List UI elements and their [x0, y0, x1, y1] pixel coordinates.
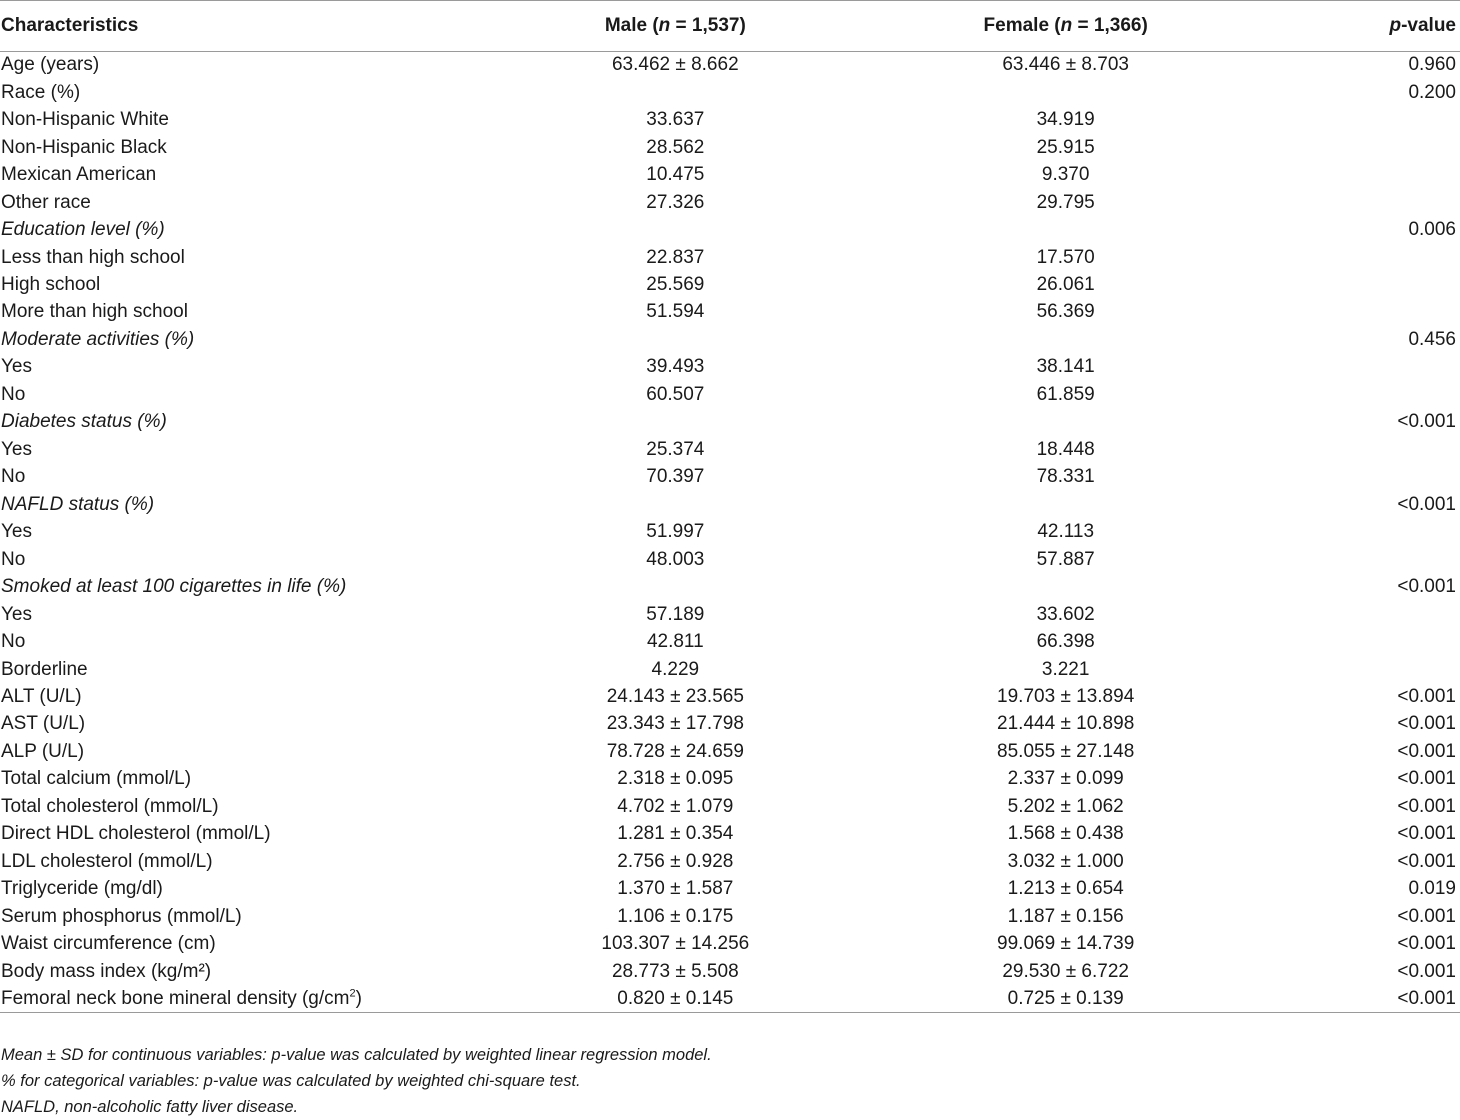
male-value: [470, 216, 880, 243]
table-row: [0, 518, 1460, 545]
p-value: [1251, 106, 1460, 133]
p-value: 0.006: [1408, 219, 1456, 241]
female-value: 17.570: [1036, 246, 1095, 268]
row-label: No: [1, 548, 26, 570]
p-value: <0.001: [1251, 985, 1460, 1012]
row-label: Non-Hispanic Black: [1, 136, 167, 158]
female-value: 33.602: [1036, 603, 1095, 625]
row-label: Yes: [1, 438, 32, 460]
male-value: 10.475: [646, 164, 705, 186]
female-value: 56.369: [1036, 301, 1095, 323]
table-row: [0, 354, 1460, 381]
male-value: 1.370 ± 1.587: [617, 878, 734, 900]
p-value: [1251, 546, 1460, 573]
table-row: [0, 491, 1460, 518]
row-label: Education level (%): [1, 219, 165, 241]
table-row: [0, 793, 1460, 820]
p-value: [1251, 628, 1460, 655]
table-row: [0, 573, 1460, 600]
footnote-continuous: Mean ± SD for continuous variables: p-value was calculated by weighted linear regression model.: [1, 1046, 712, 1064]
female-value: 9.370: [1041, 164, 1090, 186]
row-label: No: [1, 466, 26, 488]
female-value: 99.069 ± 14.739: [997, 933, 1135, 955]
header-characteristics: Characteristics: [0, 1, 470, 52]
p-value: <0.001: [1397, 795, 1456, 817]
row-label: Body mass index (kg/m²): [1, 960, 212, 982]
table-row: [0, 244, 1460, 271]
row-label: Non-Hispanic White: [1, 109, 169, 131]
p-value: [1251, 189, 1460, 216]
p-value: [1251, 134, 1460, 161]
row-label: Total calcium (mmol/L): [1, 768, 192, 790]
table-row: [0, 738, 1460, 765]
table-row: [0, 903, 1460, 930]
p-value: [1251, 299, 1460, 326]
footnote-nafld: NAFLD, non-alcoholic fatty liver disease.: [1, 1098, 299, 1116]
row-label: Direct HDL cholesterol (mmol/L): [1, 823, 271, 845]
male-value: 78.728 ± 24.659: [606, 740, 744, 762]
male-value: 70.397: [646, 466, 705, 488]
male-value: [470, 79, 880, 106]
table-row: [0, 876, 1460, 903]
male-value: 0.820 ± 0.145: [470, 985, 880, 1012]
female-value: 3.032 ± 1.000: [1007, 850, 1124, 872]
row-label: Mexican American: [1, 164, 157, 186]
table-row: [0, 821, 1460, 848]
male-value: 28.562: [646, 136, 705, 158]
female-value: 26.061: [1036, 273, 1095, 295]
row-label: Other race: [1, 191, 91, 213]
row-label: Femoral neck bone mineral density $(g/cm^2)$: [0, 985, 470, 1012]
p-value: <0.001: [1397, 823, 1456, 845]
female-value: [880, 216, 1251, 243]
table-footnotes: [1, 1042, 712, 1120]
male-value: 2.756 ± 0.928: [617, 850, 734, 872]
male-value: 39.493: [646, 356, 705, 378]
male-value: [470, 326, 880, 353]
row-label: Yes: [1, 521, 32, 543]
table-row: [0, 134, 1460, 161]
p-value: <0.001: [1397, 713, 1456, 735]
female-value: [880, 573, 1251, 600]
table-body: [0, 52, 1460, 1013]
female-value: 25.915: [1036, 136, 1095, 158]
row-label: Waist circumference (cm): [1, 933, 216, 955]
female-value: 18.448: [1036, 438, 1095, 460]
table-row: [0, 656, 1460, 683]
p-value: <0.001: [1397, 933, 1456, 955]
row-label: Age (years): [1, 54, 100, 76]
row-label: Smoked at least 100 cigarettes in life (%): [1, 576, 347, 598]
row-label: LDL cholesterol (mmol/L): [1, 850, 213, 872]
row-label: Borderline: [1, 658, 88, 680]
male-value: 60.507: [646, 383, 705, 405]
row-label: Race (%): [1, 81, 81, 103]
table-row: [0, 958, 1460, 985]
header-male: Male (n = 1,537): [470, 1, 880, 52]
table-row: [0, 766, 1460, 793]
male-value: 63.462 ± 8.662: [611, 54, 739, 76]
male-value: 48.003: [646, 548, 705, 570]
female-value: [880, 409, 1251, 436]
p-value: <0.001: [1397, 576, 1456, 598]
p-value: [1251, 244, 1460, 271]
male-value: [470, 409, 880, 436]
p-value: <0.001: [1397, 768, 1456, 790]
male-value: [470, 491, 880, 518]
male-value: 23.343 ± 17.798: [606, 713, 744, 735]
row-label: Yes: [1, 603, 32, 625]
male-value: [470, 573, 880, 600]
table-row: [0, 189, 1460, 216]
table-row: [0, 161, 1460, 188]
table-row: [0, 464, 1460, 491]
p-value: <0.001: [1397, 850, 1456, 872]
p-value: [1251, 381, 1460, 408]
header-pvalue: p-value: [1251, 1, 1460, 52]
male-value: 1.106 ± 0.175: [617, 905, 734, 927]
female-value: 1.187 ± 0.156: [1007, 905, 1124, 927]
row-label: No: [1, 631, 26, 653]
female-value: 0.725 ± 0.139: [880, 985, 1251, 1012]
p-value: 0.019: [1408, 878, 1456, 900]
male-value: 25.569: [646, 273, 705, 295]
table-row: [0, 436, 1460, 463]
row-label: Serum phosphorus (mmol/L): [1, 905, 242, 927]
p-value: 0.456: [1408, 328, 1456, 350]
table-row: [0, 52, 1460, 79]
male-value: 4.229: [651, 658, 700, 680]
female-value: [880, 491, 1251, 518]
table-row: [0, 848, 1460, 875]
p-value: <0.001: [1397, 905, 1456, 927]
p-value: <0.001: [1397, 960, 1456, 982]
table-row: [0, 683, 1460, 710]
row-label: High school: [1, 273, 101, 295]
male-value: 1.281 ± 0.354: [617, 823, 734, 845]
female-value: 57.887: [1036, 548, 1095, 570]
p-value: <0.001: [1397, 411, 1456, 433]
row-label: Less than high school: [1, 246, 185, 268]
p-value: [1251, 464, 1460, 491]
female-value: 5.202 ± 1.062: [1007, 795, 1124, 817]
table-row: [0, 271, 1460, 298]
male-value: 22.837: [646, 246, 705, 268]
p-value: [1251, 436, 1460, 463]
table-row: [0, 628, 1460, 655]
row-label: Triglyceride (mg/dl): [1, 878, 163, 900]
male-value: 42.811: [646, 631, 704, 653]
row-label: Moderate activities (%): [1, 328, 195, 350]
female-value: 1.568 ± 0.438: [1007, 823, 1124, 845]
male-value: 57.189: [646, 603, 705, 625]
table-row: [0, 409, 1460, 436]
male-value: 4.702 ± 1.079: [617, 795, 734, 817]
male-value: 33.637: [646, 109, 705, 131]
female-value: 85.055 ± 27.148: [997, 740, 1135, 762]
p-value: [1251, 518, 1460, 545]
row-label: NAFLD status (%): [1, 493, 155, 515]
footnote-categorical: % for categorical variables: p-value was calculated by weighted chi-square test.: [1, 1072, 581, 1090]
female-value: 2.337 ± 0.099: [1007, 768, 1124, 790]
row-label: ALT (U/L): [1, 686, 82, 708]
p-value: [1251, 601, 1460, 628]
table-row: [0, 601, 1460, 628]
p-value: <0.001: [1397, 740, 1456, 762]
female-value: 1.213 ± 0.654: [1007, 878, 1124, 900]
female-value: 66.398: [1036, 631, 1095, 653]
female-value: 21.444 ± 10.898: [997, 713, 1135, 735]
p-value: <0.001: [1397, 686, 1456, 708]
female-value: [880, 326, 1251, 353]
female-value: 34.919: [1036, 109, 1095, 131]
female-value: 42.113: [1037, 521, 1095, 543]
p-value: [1251, 271, 1460, 298]
female-value: 38.141: [1036, 356, 1095, 378]
table-row: [0, 216, 1460, 243]
male-value: 51.594: [646, 301, 705, 323]
female-value: [880, 79, 1251, 106]
male-value: 51.997: [646, 521, 705, 543]
table-row: [0, 711, 1460, 738]
female-value: 63.446 ± 8.703: [1002, 54, 1129, 76]
male-value: 25.374: [646, 438, 705, 460]
p-value: 0.200: [1408, 81, 1456, 103]
male-value: 27.326: [646, 191, 705, 213]
row-label: ALP (U/L): [1, 740, 85, 762]
p-value: [1251, 354, 1460, 381]
male-value: 24.143 ± 23.565: [606, 686, 744, 708]
female-value: 29.530 ± 6.722: [1002, 960, 1129, 982]
row-label: Yes: [1, 356, 32, 378]
female-value: 78.331: [1036, 466, 1095, 488]
p-value: [1251, 161, 1460, 188]
table-header-row: [0, 1, 1460, 52]
table-row: [0, 931, 1460, 958]
female-value: 3.221: [1041, 658, 1090, 680]
p-value: [1251, 656, 1460, 683]
table-row: [0, 381, 1460, 408]
p-value: <0.001: [1397, 493, 1456, 515]
table-row: [0, 79, 1460, 106]
header-female: Female (n = 1,366): [880, 1, 1251, 52]
male-value: 2.318 ± 0.095: [617, 768, 734, 790]
row-label: More than high school: [1, 301, 188, 323]
female-value: 61.859: [1036, 383, 1095, 405]
row-label: Diabetes status (%): [1, 411, 167, 433]
row-label: Total cholesterol (mmol/L): [1, 795, 219, 817]
table-row: [0, 299, 1460, 326]
table-row: [0, 546, 1460, 573]
table-row: [0, 106, 1460, 133]
female-value: 19.703 ± 13.894: [997, 686, 1135, 708]
row-label: No: [1, 383, 26, 405]
male-value: 103.307 ± 14.256: [601, 933, 750, 955]
p-value: 0.960: [1408, 54, 1456, 76]
female-value: 29.795: [1036, 191, 1095, 213]
table-row: [0, 985, 1460, 1012]
row-label: AST (U/L): [1, 713, 86, 735]
table-row: [0, 326, 1460, 353]
male-value: 28.773 ± 5.508: [611, 960, 739, 982]
